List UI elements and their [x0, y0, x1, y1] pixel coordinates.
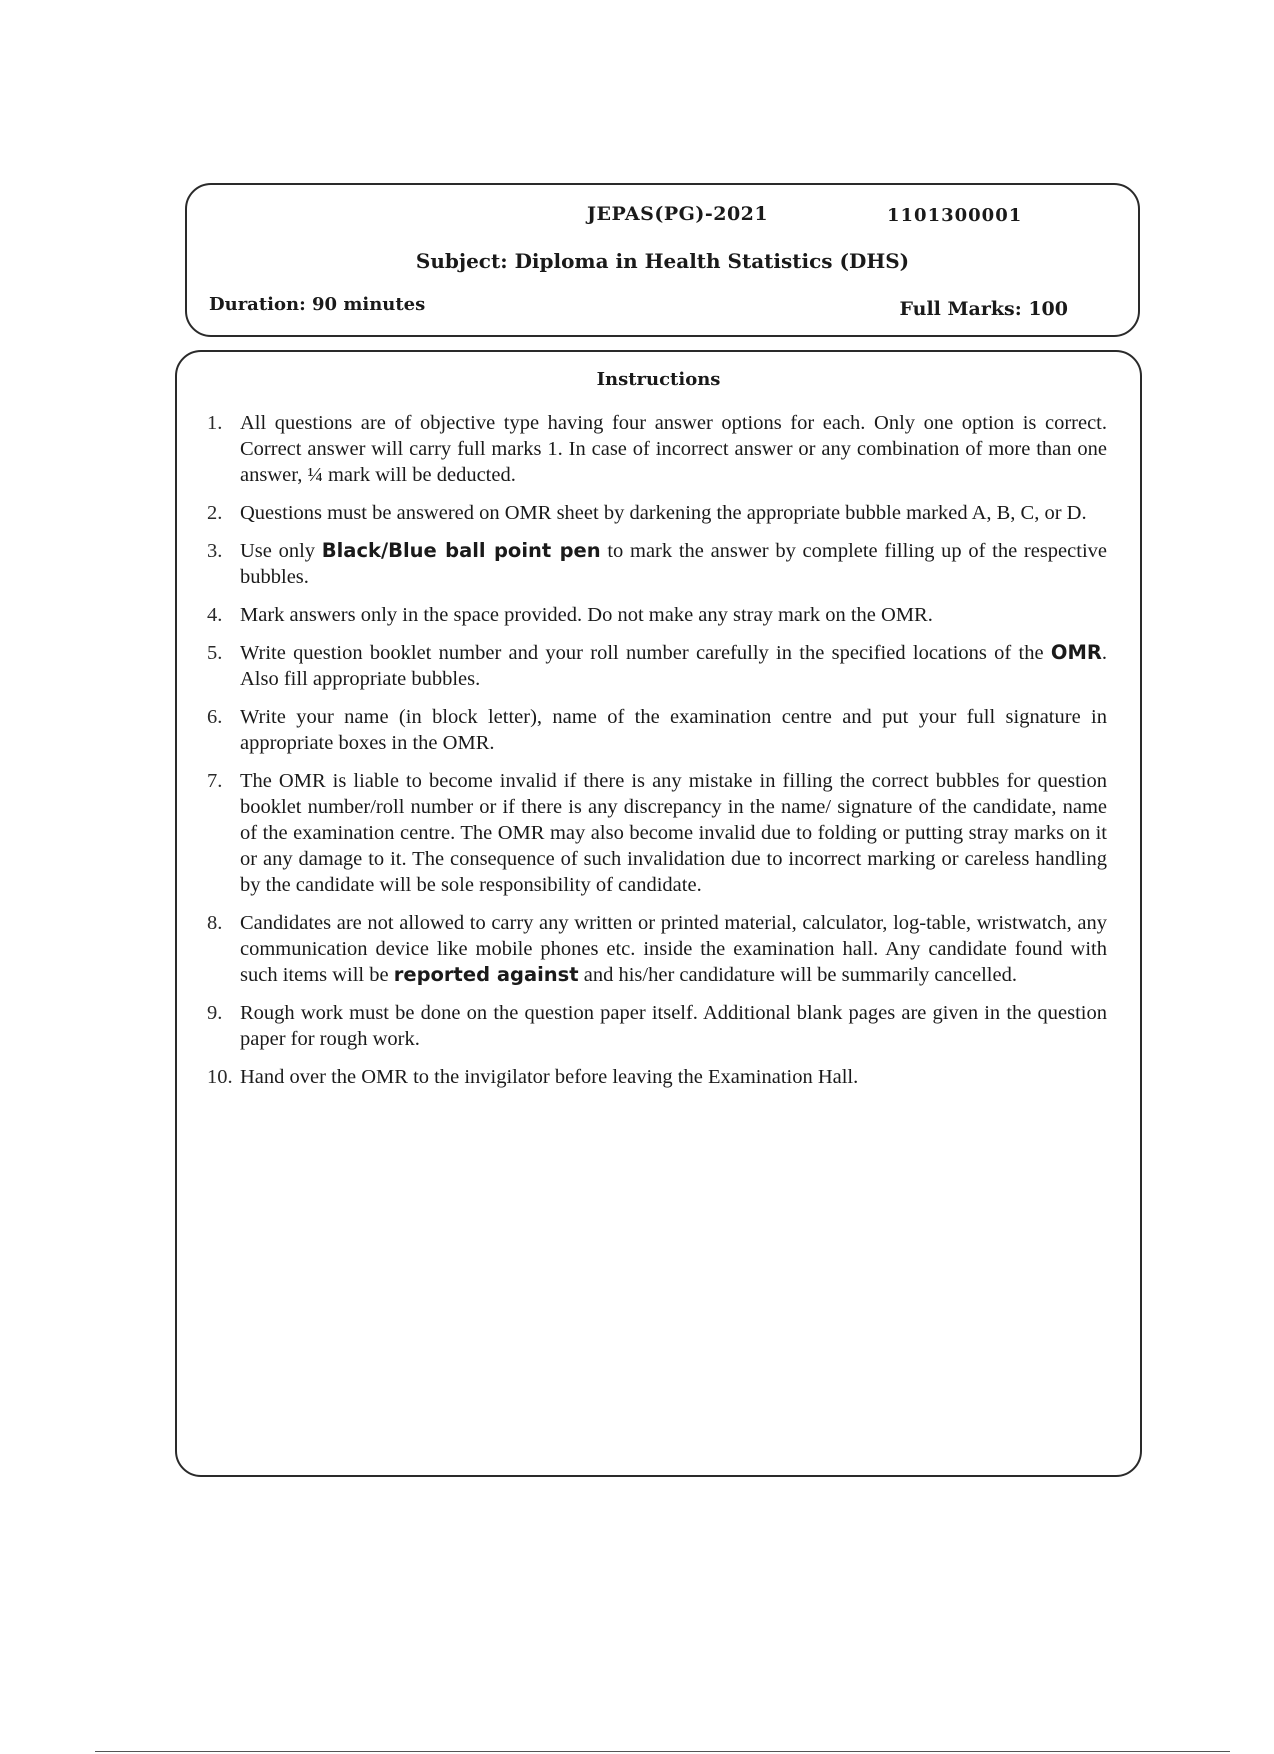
item-text-bold: Black/Blue ball point pen: [321, 539, 601, 562]
item-number: 1.: [207, 412, 223, 434]
item-text: The OMR is liable to become invalid if there is any mistake in filling the correct bubbles for question booklet number/roll number or if there is any discrepancy in the name/ signature of the candidate, name of the examination centre. The OMR may also become invalid due to folding or putting stray marks on it or any damage to it. The consequence of such invalidation due to incorrect marking or careless handling by the candidate will be sole responsibility of candidate.: [240, 770, 1107, 896]
item-text-bold: reported against: [393, 963, 579, 986]
item-text: All questions are of objective type having four answer options for each. Only one option is correct. Correct answer will carry full marks 1. In case of incorrect answer or any combination of more than one answer, ¼ mark will be deducted.: [240, 412, 1107, 486]
list-item: [207, 910, 1107, 988]
list-item: [207, 640, 1107, 692]
list-item: [207, 1064, 1107, 1090]
item-text: [240, 538, 1107, 590]
item-number: 10.: [207, 1066, 233, 1088]
booklet-number: 1101300001: [887, 205, 1023, 226]
full-marks: Full Marks: 100: [899, 298, 1068, 320]
item-text-pre: Use only: [240, 540, 322, 562]
list-item: [207, 602, 1107, 628]
item-text: [240, 640, 1107, 692]
item-number: 5.: [207, 642, 223, 664]
item-number: 4.: [207, 604, 223, 626]
list-item: [207, 768, 1107, 898]
item-number: 7.: [207, 770, 223, 792]
list-item: [207, 704, 1107, 756]
item-text: Write your name (in block letter), name of the examination centre and put your full signature in appropriate boxes in the OMR.: [240, 706, 1107, 754]
item-text: Questions must be answered on OMR sheet by darkening the appropriate bubble marked A, B, C, or D.: [240, 502, 1087, 524]
duration: Duration: 90 minutes: [209, 294, 426, 315]
item-text-pre: Candidates are not allowed to carry any written or printed material, calculator, log-table, wristwatch, any communication device like mobile phones etc. inside the examination hall. Any candidate found with such items will be: [240, 912, 1107, 986]
list-item: [207, 500, 1107, 526]
item-number: 3.: [207, 540, 223, 562]
item-text: Mark answers only in the space provided. Do not make any stray mark on the OMR.: [240, 604, 933, 626]
instructions-box: [175, 350, 1142, 1477]
item-text: [240, 910, 1107, 988]
item-number: 6.: [207, 706, 223, 728]
instructions-list: [207, 410, 1107, 1102]
exam-code: JEPAS(PG)-2021: [587, 203, 769, 225]
item-number: 2.: [207, 502, 223, 524]
item-number: 8.: [207, 912, 223, 934]
item-text-post: to mark the answer by complete filling up of the respective bubbles.: [240, 540, 1107, 588]
header-box: [185, 183, 1140, 337]
list-item: [207, 410, 1107, 488]
subject-title: Subject: Diploma in Health Statistics (DHS): [415, 249, 910, 273]
footer-divider: [95, 1751, 1230, 1752]
list-item: [207, 1000, 1107, 1052]
item-text-post: . Also fill appropriate bubbles.: [240, 642, 1107, 690]
item-text: Hand over the OMR to the invigilator before leaving the Examination Hall.: [240, 1066, 859, 1088]
item-text-post: and his/her candidature will be summarily cancelled.: [578, 964, 1017, 986]
item-text-pre: Write question booklet number and your roll number carefully in the specified locations of the: [240, 642, 1051, 664]
item-text: Rough work must be done on the question paper itself. Additional blank pages are given in the question paper for rough work.: [240, 1002, 1107, 1050]
instructions-title: Instructions: [596, 369, 721, 390]
item-text-bold: OMR: [1050, 641, 1102, 664]
item-number: 9.: [207, 1002, 223, 1024]
list-item: [207, 538, 1107, 590]
